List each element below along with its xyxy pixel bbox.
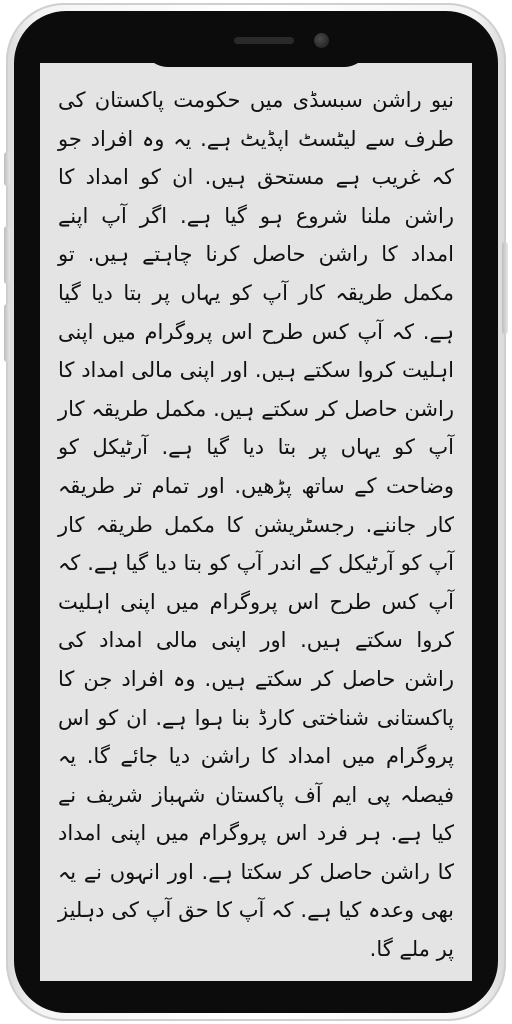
article-text: نیو راشن سبسڈی میں حکومت پاکستان کی طرف سے لیٹسٹ اپڈیٹ ہے. یہ وہ افراد جو کہ غریب ہے مستحق ہیں. ان کو امداد کا راشن ملنا شروع ہو گیا ہے. اگر آپ اپنے امداد کا راشن حاصل کرنا چاہتے ہیں. تو مکمل طریقہ کار آپ کو یہاں پر بتا دیا گیا ہے. کہ آپ کس طرح اس پروگرام میں اپنی اہلیت کروا سکتے ہیں. اور اپنی مالی امداد کا راشن حاصل کر سکتے ہیں. مکمل طریقہ کار آپ کو یہاں پر بتا دیا گیا ہے. آرٹیکل کو وضاحت کے ساتھ پڑھیں. اور تمام تر طریقہ کار جاننے. رجسٹریشن کا مکمل طریقہ کار آپ کو آرٹیکل کے اندر آپ کو بتا دیا گیا ہے. کہ آپ کس طرح اس پروگرام میں اپنی اہلیت کروا سکتے ہیں. اور اپنی مالی امداد کی راشن حاصل کر سکتے ہیں. وہ افراد جن کا پاکستانی شناختی کارڈ بنا ہوا ہے. ان کو اس پروگرام میں امداد کا راشن دیا جائے گا. یہ فیصلہ پی ایم آف پاکستان شہباز شریف نے کیا ہے. ہر فرد اس پروگرام میں اپنی امداد کا راشن حاصل کر سکتا ہے. اور انہوں نے یہ بھی وعدہ کیا ہے. کہ آپ کا حق آپ کی دہلیز پر ملے گا. bbox=[58, 88, 454, 962]
volume-down-button bbox=[4, 304, 10, 362]
front-camera-icon bbox=[314, 33, 329, 48]
phone-screen bbox=[40, 63, 472, 981]
speaker-grille-icon bbox=[234, 37, 294, 44]
volume-up-button bbox=[4, 226, 10, 284]
power-button bbox=[502, 242, 508, 334]
silent-switch bbox=[4, 152, 10, 186]
